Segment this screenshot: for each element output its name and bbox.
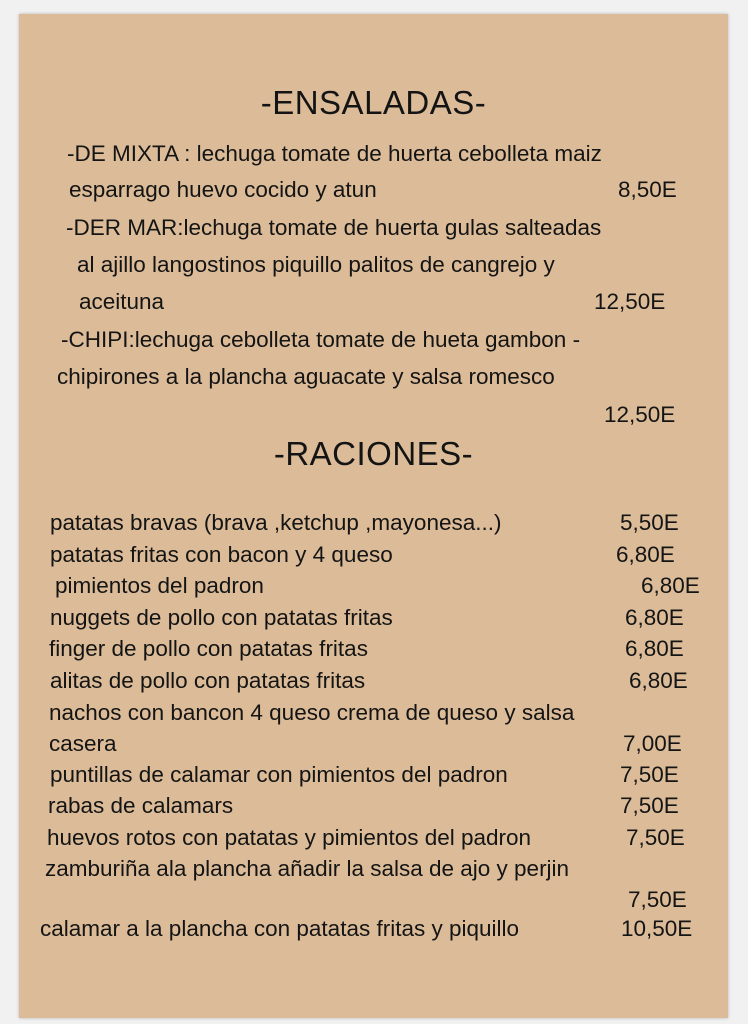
- racion-item-name: puntillas de calamar con pimientos del padron: [50, 762, 508, 787]
- racion-item-price: 7,00E: [623, 731, 682, 756]
- section-title-ensaladas: -ENSALADAS-: [260, 84, 487, 121]
- racion-item-name: nachos con bancon 4 queso crema de queso y salsa: [49, 700, 575, 725]
- ensalada-item-line: esparrago huevo cocido y atun: [69, 177, 377, 202]
- racion-item-name: casera: [49, 731, 117, 756]
- ensalada-item-price: 12,50E: [604, 402, 676, 427]
- ensalada-item-line: -CHIPI:lechuga cebolleta tomate de hueta gambon -: [61, 327, 581, 352]
- racion-item-name: rabas de calamars: [48, 793, 234, 818]
- racion-item-name: zamburiña ala plancha añadir la salsa de ajo y perjin: [45, 856, 570, 881]
- ensalada-item-line: -DER MAR:lechuga tomate de huerta gulas salteadas: [66, 215, 602, 240]
- racion-item-name: nuggets de pollo con patatas fritas: [50, 605, 393, 630]
- racion-item-name: huevos rotos con patatas y pimientos del padron: [47, 825, 532, 850]
- racion-item-price: 5,50E: [620, 510, 679, 535]
- racion-item-name: calamar a la plancha con patatas fritas y piquillo: [40, 916, 520, 941]
- ensalada-item-line: chipirones a la plancha aguacate y salsa romesco: [57, 364, 555, 389]
- ensalada-item-line: aceituna: [79, 289, 165, 314]
- racion-item-price: 7,50E: [628, 887, 687, 912]
- racion-item-price: 6,80E: [625, 605, 684, 630]
- racion-item-name: alitas de pollo con patatas fritas: [50, 668, 366, 693]
- racion-item-price: 7,50E: [626, 825, 685, 850]
- racion-item-name: pimientos del padron: [55, 573, 264, 598]
- racion-item-price: 6,80E: [629, 668, 688, 693]
- racion-item-price: 7,50E: [620, 762, 679, 787]
- racion-item-price: 6,80E: [616, 542, 675, 567]
- menu-page: [19, 14, 728, 1018]
- ensalada-item-line: -DE MIXTA : lechuga tomate de huerta cebolleta maiz: [67, 141, 602, 166]
- ensalada-item-price: 8,50E: [618, 177, 677, 202]
- racion-item-price: 7,50E: [620, 793, 679, 818]
- section-title-raciones: -RACIONES-: [273, 435, 474, 472]
- ensalada-item-price: 12,50E: [594, 289, 666, 314]
- racion-item-price: 6,80E: [641, 573, 700, 598]
- racion-item-name: patatas fritas con bacon y 4 queso: [50, 542, 393, 567]
- racion-item-price: 6,80E: [625, 636, 684, 661]
- ensalada-item-line: al ajillo langostinos piquillo palitos de cangrejo y: [77, 252, 555, 277]
- racion-item-name: finger de pollo con patatas fritas: [49, 636, 368, 661]
- racion-item-price: 10,50E: [621, 916, 693, 941]
- racion-item-name: patatas bravas (brava ,ketchup ,mayonesa...): [50, 510, 502, 535]
